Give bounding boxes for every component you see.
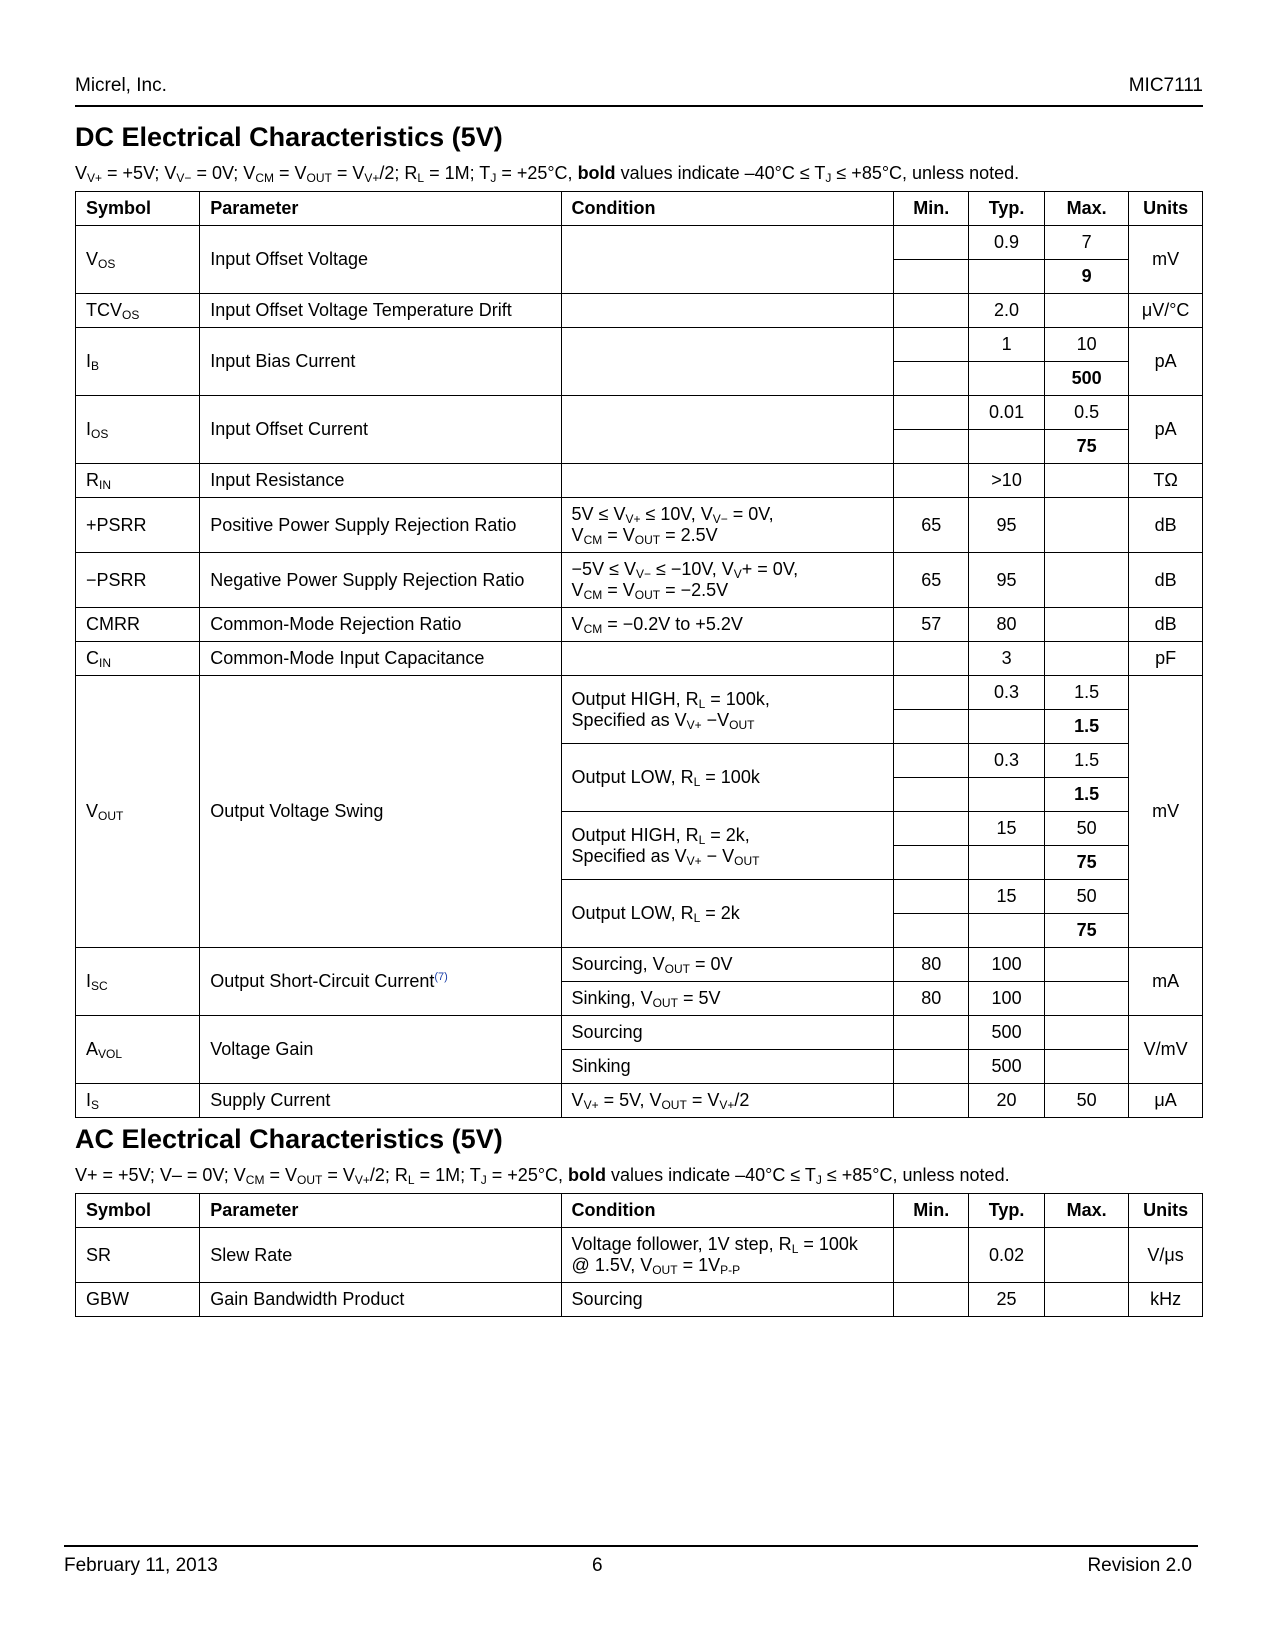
cell-min xyxy=(894,464,969,498)
cell-symbol: $I_{SC}$ xyxy=(76,948,200,1016)
table-row xyxy=(76,1283,1203,1317)
page-footer xyxy=(64,1545,1198,1576)
cell-max: 1.5 xyxy=(1044,676,1128,710)
cell-parameter: Input Bias Current xyxy=(200,328,561,396)
cell-typ: 0.3 xyxy=(969,744,1045,778)
cell-min: 57 xyxy=(894,608,969,642)
cell-condition: Sourcing xyxy=(561,1016,894,1050)
ac-conditions: V+ = +5V; V– = 0V; $V_{CM} = V_{OUT} = V_{V+}/2$; $R_L = 1M$; $T_J = +25^\circ C$, bold values indicate $-40^\circ C \le T_J \le +85^\circ C$, unless noted. xyxy=(75,1165,1010,1187)
cell-units: dB xyxy=(1129,498,1203,553)
cell-min xyxy=(894,676,969,710)
cell-min xyxy=(894,642,969,676)
cell-min: 65 xyxy=(894,498,969,553)
cell-min xyxy=(894,328,969,362)
table-row xyxy=(76,328,1203,362)
cell-condition xyxy=(561,294,894,328)
cell-symbol: $R_{IN}$ xyxy=(76,464,200,498)
cell-parameter: Input Offset Current xyxy=(200,396,561,464)
cell-min xyxy=(894,914,969,948)
cell-parameter: Voltage Gain xyxy=(200,1016,561,1084)
cell-units: pA xyxy=(1129,328,1203,396)
cell-symbol: +PSRR xyxy=(76,498,200,553)
table-row xyxy=(76,226,1203,260)
cell-min xyxy=(894,294,969,328)
ac-title: AC Electrical Characteristics (5V) xyxy=(75,1124,503,1154)
cell-units: kHz xyxy=(1129,1283,1203,1317)
cell-typ: >10 xyxy=(969,464,1045,498)
cell-min xyxy=(894,778,969,812)
cell-parameter xyxy=(200,948,561,1016)
cell-condition xyxy=(561,464,894,498)
cell-min xyxy=(894,1016,969,1050)
cell-max xyxy=(1044,294,1128,328)
cell-parameter: Input Offset Voltage Temperature Drift xyxy=(200,294,561,328)
cell-units: μA xyxy=(1129,1084,1203,1118)
cell-typ xyxy=(969,710,1045,744)
cell-symbol: $I_S$ xyxy=(76,1084,200,1118)
cell-parameter: Input Offset Voltage xyxy=(200,226,561,294)
cell-min xyxy=(894,1228,969,1283)
col-min: Min. xyxy=(894,1194,969,1228)
cell-typ: 2.0 xyxy=(969,294,1045,328)
cell-max xyxy=(1044,464,1128,498)
cell-max-bold: 75 xyxy=(1044,914,1128,948)
cell-units: dB xyxy=(1129,608,1203,642)
cell-max xyxy=(1044,1283,1128,1317)
cell-symbol: $I_B$ xyxy=(76,328,200,396)
cell-condition: $-5V \le V_{V-} \le -10V$, $V_V+ = 0V$, $V_{CM} = V_{OUT} = -2.5V$ xyxy=(561,553,894,608)
ac-table xyxy=(75,1193,1203,1317)
cell-max xyxy=(1044,642,1128,676)
cell-typ: 100 xyxy=(969,948,1045,982)
cell-condition: Voltage follower, 1V step, $R_L = 100k$ @ 1.5V, $V_{OUT} = 1V_{P-P}$ xyxy=(561,1228,894,1283)
cell-condition: Output HIGH, $R_L = 100k$, Specified as $V_{V+} -V_{OUT}$ xyxy=(561,676,894,744)
page-header xyxy=(75,75,1203,107)
cell-condition xyxy=(561,642,894,676)
cell-typ: 95 xyxy=(969,553,1045,608)
cell-condition: Output LOW, $R_L = 100k$ xyxy=(561,744,894,812)
cell-parameter: Supply Current xyxy=(200,1084,561,1118)
cell-max xyxy=(1044,1016,1128,1050)
cell-typ xyxy=(969,778,1045,812)
table-row xyxy=(76,1228,1203,1283)
cell-max xyxy=(1044,982,1128,1016)
footer-date: February 11, 2013 xyxy=(64,1555,218,1576)
cell-typ: 0.01 xyxy=(969,396,1045,430)
footer-revision: Revision 2.0 xyxy=(1087,1555,1192,1576)
col-condition: Condition xyxy=(561,1194,894,1228)
cell-parameter: Common-Mode Input Capacitance xyxy=(200,642,561,676)
cell-condition xyxy=(561,226,894,294)
cell-typ: 20 xyxy=(969,1084,1045,1118)
table-row xyxy=(76,608,1203,642)
isc-parameter-text: Output Short-Circuit Current xyxy=(210,971,435,991)
cell-parameter: Positive Power Supply Rejection Ratio xyxy=(200,498,561,553)
cell-max xyxy=(1044,498,1128,553)
cell-condition: Sinking, $V_{OUT} = 5V$ xyxy=(561,982,894,1016)
cell-typ: 15 xyxy=(969,812,1045,846)
cell-condition: Output HIGH, $R_L = 2k$, Specified as $V_{V+} - V_{OUT}$ xyxy=(561,812,894,880)
cell-typ: 500 xyxy=(969,1050,1045,1084)
cell-typ: 100 xyxy=(969,982,1045,1016)
cell-max: 10 xyxy=(1044,328,1128,362)
company-name: Micrel, Inc. xyxy=(75,75,167,96)
cell-symbol: $A_{VOL}$ xyxy=(76,1016,200,1084)
cell-min xyxy=(894,1283,969,1317)
cell-units: pF xyxy=(1129,642,1203,676)
cell-parameter: Slew Rate xyxy=(200,1228,561,1283)
cell-typ: 15 xyxy=(969,880,1045,914)
cell-symbol: $TCV_{OS}$ xyxy=(76,294,200,328)
cell-symbol: $V_{OS}$ xyxy=(76,226,200,294)
cell-min xyxy=(894,396,969,430)
cell-max-bold: 9 xyxy=(1044,260,1128,294)
cell-max-bold: 75 xyxy=(1044,846,1128,880)
cell-symbol: $V_{OUT}$ xyxy=(76,676,200,948)
col-condition: Condition xyxy=(561,192,894,226)
cell-min xyxy=(894,226,969,260)
col-parameter: Parameter xyxy=(200,192,561,226)
cell-parameter: Output Voltage Swing xyxy=(200,676,561,948)
cell-symbol: CMRR xyxy=(76,608,200,642)
cell-units: pA xyxy=(1129,396,1203,464)
dc-title: DC Electrical Characteristics (5V) xyxy=(75,122,503,152)
cell-condition: $V_{V+} = 5V$, $V_{OUT} = V_{V+}/2$ xyxy=(561,1084,894,1118)
cell-max: 7 xyxy=(1044,226,1128,260)
dc-header-row xyxy=(76,192,1203,226)
dc-table xyxy=(75,191,1203,1118)
cell-min: 80 xyxy=(894,948,969,982)
page-number: 6 xyxy=(592,1555,603,1576)
table-row xyxy=(76,676,1203,710)
cell-units: mA xyxy=(1129,948,1203,1016)
cell-typ: 0.9 xyxy=(969,226,1045,260)
cell-units: TΩ xyxy=(1129,464,1203,498)
col-max: Max. xyxy=(1044,192,1128,226)
table-row xyxy=(76,553,1203,608)
cell-max xyxy=(1044,553,1128,608)
cell-typ: 95 xyxy=(969,498,1045,553)
col-units: Units xyxy=(1129,1194,1203,1228)
cell-parameter: Negative Power Supply Rejection Ratio xyxy=(200,553,561,608)
cell-min: 65 xyxy=(894,553,969,608)
footnote-ref[interactable]: (7) xyxy=(434,971,448,983)
cell-typ: 80 xyxy=(969,608,1045,642)
cell-min: 80 xyxy=(894,982,969,1016)
cell-typ xyxy=(969,362,1045,396)
cell-units: μV/°C xyxy=(1129,294,1203,328)
cell-condition: Sourcing xyxy=(561,1283,894,1317)
cell-condition xyxy=(561,328,894,396)
cell-typ: 25 xyxy=(969,1283,1045,1317)
cell-max: 1.5 xyxy=(1044,744,1128,778)
col-typ: Typ. xyxy=(969,192,1045,226)
cell-typ xyxy=(969,914,1045,948)
cell-min xyxy=(894,880,969,914)
cell-units: mV xyxy=(1129,226,1203,294)
cell-max xyxy=(1044,1050,1128,1084)
cell-typ: 1 xyxy=(969,328,1045,362)
table-row xyxy=(76,1084,1203,1118)
col-symbol: Symbol xyxy=(76,192,200,226)
cell-max: 50 xyxy=(1044,812,1128,846)
cell-parameter: Gain Bandwidth Product xyxy=(200,1283,561,1317)
cell-max: 0.5 xyxy=(1044,396,1128,430)
cell-condition: $V_{CM} = -0.2V$ to +5.2V xyxy=(561,608,894,642)
cell-max: 50 xyxy=(1044,880,1128,914)
dc-conditions: $V_{V+} = +5V$; $V_{V-} = 0V$; $V_{CM} = V_{OUT} = V_{V+}/2$; $R_L = 1M$; $T_J = +25^\circ C$, bold values indicate $-40^\circ C \le T_J \le +85^\circ C$, unless noted. xyxy=(75,163,1020,185)
cell-typ: 500 xyxy=(969,1016,1045,1050)
cell-min xyxy=(894,710,969,744)
cell-parameter: Common-Mode Rejection Ratio xyxy=(200,608,561,642)
cell-condition xyxy=(561,396,894,464)
cell-symbol: $I_{OS}$ xyxy=(76,396,200,464)
col-typ: Typ. xyxy=(969,1194,1045,1228)
col-parameter: Parameter xyxy=(200,1194,561,1228)
cell-max-bold: 1.5 xyxy=(1044,778,1128,812)
cell-units: dB xyxy=(1129,553,1203,608)
cell-min xyxy=(894,812,969,846)
cell-condition: Sourcing, $V_{OUT} = 0V$ xyxy=(561,948,894,982)
cell-min xyxy=(894,744,969,778)
cell-typ xyxy=(969,430,1045,464)
cell-min xyxy=(894,362,969,396)
cell-typ: 0.3 xyxy=(969,676,1045,710)
cell-max-bold: 500 xyxy=(1044,362,1128,396)
col-units: Units xyxy=(1129,192,1203,226)
ac-header-row xyxy=(76,1194,1203,1228)
table-row xyxy=(76,464,1203,498)
cell-units: V/μs xyxy=(1129,1228,1203,1283)
cell-condition: Output LOW, $R_L = 2k$ xyxy=(561,880,894,948)
cell-symbol: −PSRR xyxy=(76,553,200,608)
cell-max: 50 xyxy=(1044,1084,1128,1118)
cell-symbol: SR xyxy=(76,1228,200,1283)
cell-min xyxy=(894,846,969,880)
table-row xyxy=(76,396,1203,430)
cell-typ xyxy=(969,260,1045,294)
table-row xyxy=(76,948,1203,982)
cell-typ xyxy=(969,846,1045,880)
cell-max xyxy=(1044,608,1128,642)
col-max: Max. xyxy=(1044,1194,1128,1228)
cell-typ: 3 xyxy=(969,642,1045,676)
cell-max xyxy=(1044,1228,1128,1283)
cell-min xyxy=(894,260,969,294)
table-row xyxy=(76,642,1203,676)
cell-typ: 0.02 xyxy=(969,1228,1045,1283)
cell-units: mV xyxy=(1129,676,1203,948)
cell-condition: Sinking xyxy=(561,1050,894,1084)
cell-symbol: $C_{IN}$ xyxy=(76,642,200,676)
part-number: MIC7111 xyxy=(1128,75,1203,96)
cell-min xyxy=(894,1050,969,1084)
cell-min xyxy=(894,430,969,464)
col-min: Min. xyxy=(894,192,969,226)
col-symbol: Symbol xyxy=(76,1194,200,1228)
table-row xyxy=(76,498,1203,553)
table-row xyxy=(76,1016,1203,1050)
table-row xyxy=(76,294,1203,328)
cell-parameter: Input Resistance xyxy=(200,464,561,498)
cell-max xyxy=(1044,948,1128,982)
cell-symbol: GBW xyxy=(76,1283,200,1317)
cell-units: V/mV xyxy=(1129,1016,1203,1084)
cell-max-bold: 75 xyxy=(1044,430,1128,464)
cell-condition: $5V \le V_{V+} \le 10V$, $V_{V-} = 0V$, $V_{CM} = V_{OUT} = 2.5V$ xyxy=(561,498,894,553)
cell-max-bold: 1.5 xyxy=(1044,710,1128,744)
cell-min xyxy=(894,1084,969,1118)
